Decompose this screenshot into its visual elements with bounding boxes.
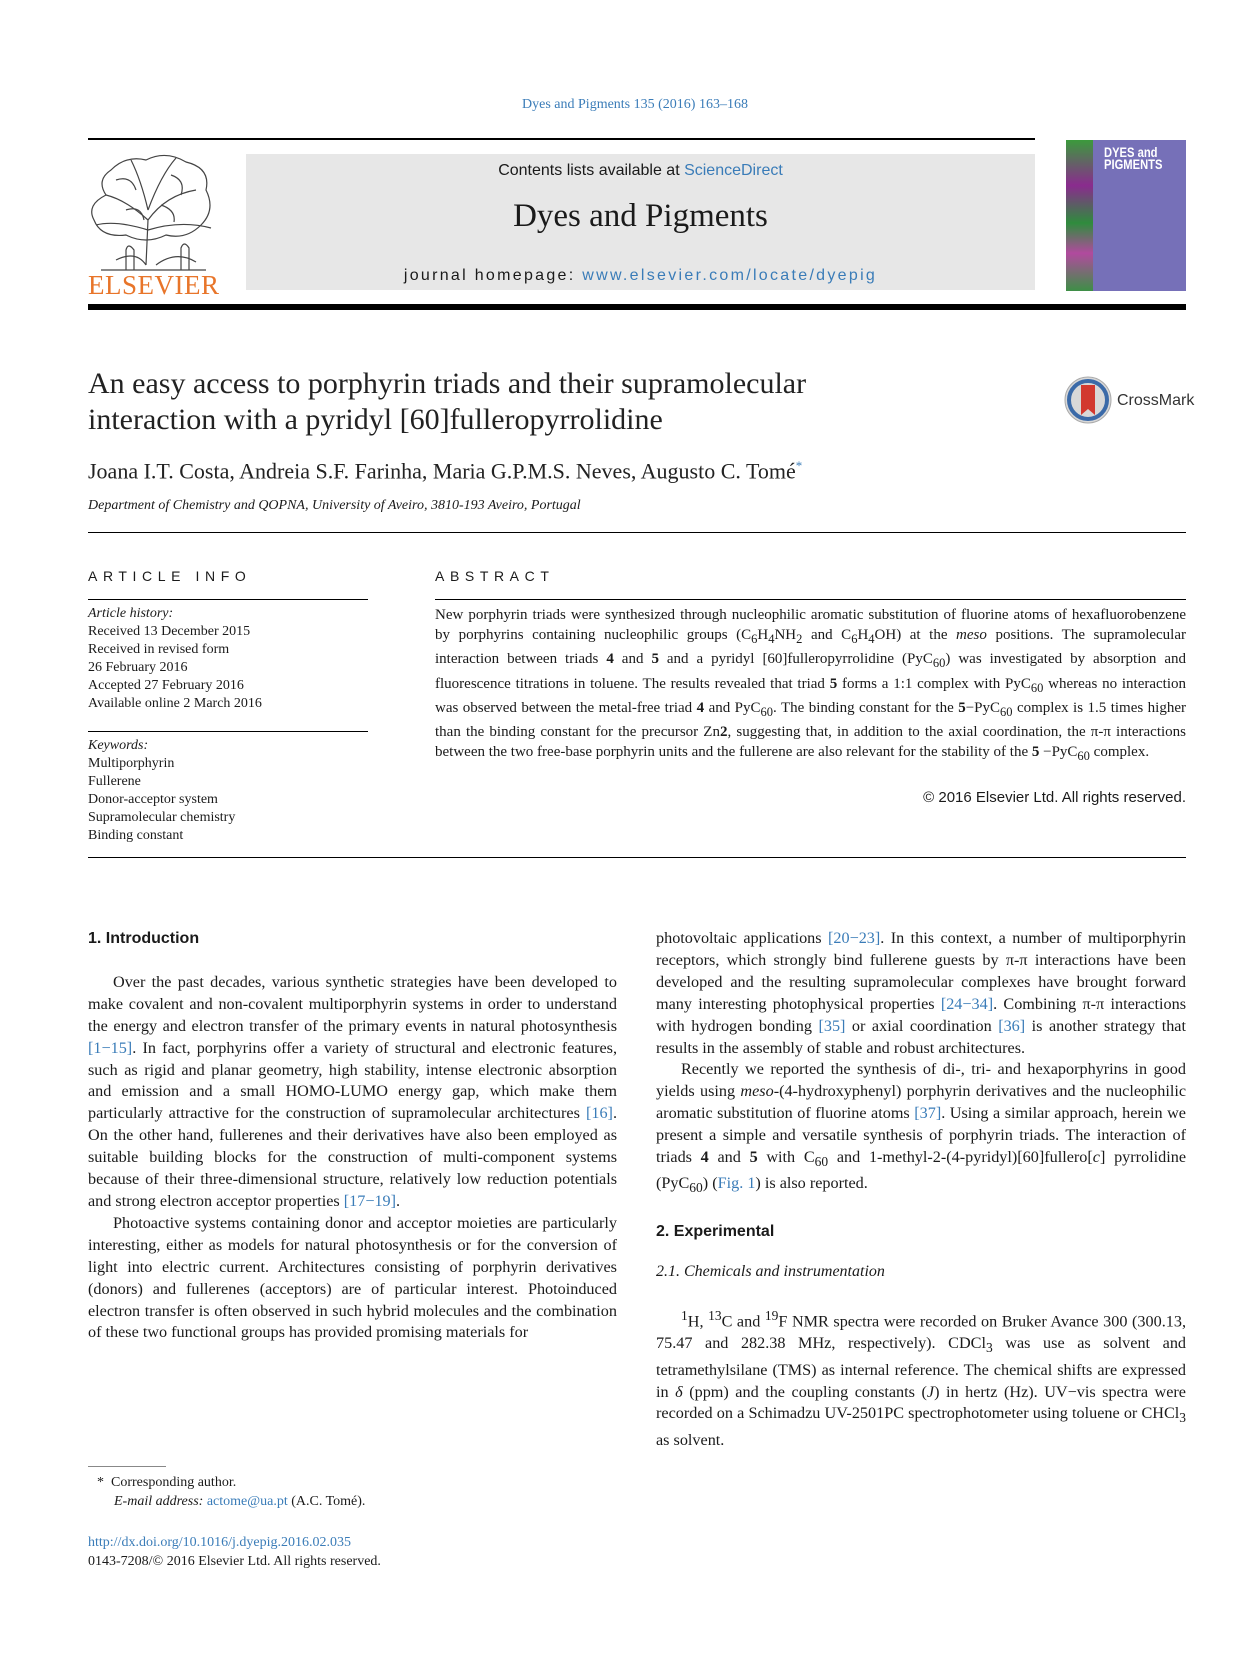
journal-banner: [246, 154, 1035, 290]
journal-name: Dyes and Pigments: [513, 198, 768, 234]
doi-link[interactable]: [88, 1533, 351, 1552]
corresponding-author-note: [97, 1473, 236, 1492]
keyword-item: Supramolecular chemistry: [88, 810, 236, 825]
keywords-label: Keywords:: [88, 738, 149, 753]
author-list: [88, 458, 802, 484]
article-info-heading: ARTICLE INFO: [88, 568, 252, 584]
ref-link[interactable]: [24−34]: [940, 994, 994, 1013]
title-line-2: interaction with a pyridyl [60]fulleropyrrolidine: [88, 403, 663, 436]
history-item: Received in revised form: [88, 642, 230, 657]
crossmark-icon: [1063, 375, 1113, 425]
email-suffix: (A.C. Tomé).: [287, 1494, 366, 1509]
right-column: [656, 928, 1186, 1451]
intro-paragraph-2: Photoactive systems containing donor and acceptor moieties are particularly interesting, either as models for natural photosynthesis or for the conversion of light into electric current. Architectures consisting of porphyrin derivatives (donors) and fullerenes (acceptors) are of particular interest. Photoinduced electron transfer is often observed in such hybrid molecules and the combination of these two functional groups has provided promising materials for: [88, 1213, 617, 1342]
homepage-link[interactable]: www.elsevier.com/locate/dyepig: [582, 267, 878, 284]
keywords-rule: [88, 731, 368, 732]
abstract-text: New porphyrin triads were synthesized through nucleophilic aromatic substitution of fluorine atoms of hexafluorobenzene by porphyrins containing nucleophilic groups ($C_6H_4NH_2$ and $C_6H_4OH$) at the meso positions. The supramolecular interaction between triads 4 and 5 and a pyridyl [60]fulleropyrrolidine (PyC$_{60}$) was investigated by absorption and fluorescence titrations in toluene. The results revealed that triad 5 forms a 1:1 complex with PyC$_{60}$ whereas no interaction was observed between the metal-free triad 4 and PyC$_{60}$. The binding constant for the 5−PyC$_{60}$ complex is 1.5 times higher than the binding constant for the precursor Zn2, suggesting that, in addition to the axial coordination, the π-π interactions between the two free-base porphyrin units and the fullerene are also relevant for the stability of the 5 −PyC$_{60}$ complex.: [435, 607, 1187, 764]
email-label: E-mail address:: [114, 1494, 207, 1509]
keywords: [88, 737, 235, 845]
history-item: Accepted 27 February 2016: [88, 678, 244, 693]
footnote-text: Corresponding author.: [111, 1475, 237, 1490]
publisher-logo-text: ELSEVIER: [88, 270, 220, 300]
keyword-item: Donor-acceptor system: [88, 792, 218, 807]
left-column: [88, 928, 617, 1344]
keyword-item: Fullerene: [88, 774, 141, 789]
history-item: 26 February 2016: [88, 660, 188, 675]
homepage-prefix: journal homepage:: [403, 267, 583, 284]
header-thick-rule: [88, 304, 1186, 310]
email-link[interactable]: actome@ua.pt: [206, 1494, 288, 1509]
intro-paragraph-3: Recently we reported the synthesis of di-, tri- and hexaporphyrins in good yields using meso-(4-hydroxyphenyl) porphyrin derivatives and the nucleophilic aromatic substitution of fluorine atoms [37]. Using a similar approach, herein we present a simple and versatile synthesis of porphyrin triads. The interaction of triads 4 and 5 with $C_{60}$ and 1-methyl-2-(4-pyridyl)[60]fullero[c] pyrrolidine (PyC$_{60}$) (Fig. 1) is also reported.: [656, 1060, 1187, 1196]
corresponding-author-mark[interactable]: *: [795, 458, 803, 473]
history-label: Article history:: [88, 606, 174, 621]
section-2-title: 2. Experimental: [656, 1223, 775, 1241]
contents-prefix: Contents lists available at: [498, 162, 685, 179]
section-1-title: 1. Introduction: [88, 930, 200, 947]
article-history: [88, 605, 262, 713]
history-item: Available online 2 March 2016: [88, 696, 262, 711]
affiliation: Department of Chemistry and QOPNA, University of Aveiro, 3810-193 Aveiro, Portugal: [88, 498, 581, 513]
cover-title: DYES and PIGMENTS: [1104, 144, 1163, 172]
ref-link[interactable]: [36]: [998, 1016, 1026, 1035]
ref-link[interactable]: [20−23]: [828, 929, 881, 947]
journal-cover-image: [1066, 140, 1186, 291]
keyword-item: Binding constant: [88, 828, 184, 843]
journal-citation[interactable]: Dyes and Pigments 135 (2016) 163–168: [522, 97, 748, 112]
article-info-rule: [88, 599, 368, 600]
homepage-line: [246, 267, 1035, 285]
abstract-copyright: © 2016 Elsevier Ltd. All rights reserved.: [923, 789, 1186, 806]
figure-link[interactable]: Fig. 1: [717, 1174, 756, 1193]
history-item: Received 13 December 2015: [88, 624, 251, 639]
ref-link[interactable]: [37]: [914, 1104, 942, 1123]
keyword-item: Multiporphyrin: [88, 756, 175, 771]
affiliation-rule: [88, 532, 1186, 533]
article-title: [88, 366, 988, 438]
footnote-mark: *: [97, 1475, 104, 1490]
experimental-paragraph-1: $^1$H, $^{13}$C and $^{19}$F NMR spectra were recorded on Bruker Avance 300 (300.13, 75.47 and 282.38 MHz, respectively). CDCl$_3$ was use as solvent and tetramethylsilane (TMS) as internal reference. The chemical shifts are expressed in δ (ppm) and the coupling constants (J) in hertz (Hz). UV−vis spectra were recorded on a Schimadzu UV-2501PC spectrophotometer using toluene or CHCl$_3$ as solvent.: [656, 1308, 1187, 1449]
section-2-1-title: 2.1. Chemicals and instrumentation: [656, 1263, 885, 1281]
authors-text: Joana I.T. Costa, Andreia S.F. Farinha, Maria G.P.M.S. Neves, Augusto C. Tomé: [88, 458, 796, 484]
ref-link[interactable]: [1−15]: [88, 1038, 133, 1057]
crossmark-button[interactable]: [1063, 375, 1195, 425]
doi-url[interactable]: http://dx.doi.org/10.1016/j.dyepig.2016.02.035: [88, 1535, 352, 1550]
ref-link[interactable]: [35]: [818, 1016, 846, 1035]
abstract-end-rule: [88, 857, 1186, 858]
footnote-rule: [88, 1466, 166, 1467]
ref-link[interactable]: [17−19]: [343, 1191, 397, 1210]
issn-line: 0143-7208/© 2016 Elsevier Ltd. All rights reserved.: [88, 1554, 381, 1569]
title-line-1: An easy access to porphyrin triads and their supramolecular: [88, 367, 807, 400]
header-rule: [88, 138, 1035, 140]
cover-pattern: [1066, 140, 1093, 291]
sciencedirect-link[interactable]: ScienceDirect: [684, 162, 783, 179]
contents-line: [246, 162, 1035, 180]
ref-link[interactable]: [16]: [585, 1104, 613, 1123]
intro-paragraph-2-cont: photovoltaic applications [20−23]. In this context, a number of multiporphyrin receptors, which strongly bind fullerene guests by π-π interactions have been developed and the resulting supramolecular complexes have brought forward many interesting photophysical properties [24−34]. Combining π-π interactions with hydrogen bonding [35] or axial coordination [36] is another strategy that results in the assembly of stable and robust architectures.: [656, 929, 1187, 1057]
abstract-rule: [435, 599, 1186, 600]
email-note: [114, 1492, 365, 1511]
crossmark-label: CrossMark: [1117, 392, 1195, 409]
abstract-heading: ABSTRACT: [435, 568, 555, 584]
intro-paragraph-1: Over the past decades, various synthetic strategies have been developed to make covalent and non-covalent multiporphyrin systems in order to understand the energy and electron transfer of the primary events in natural photosynthesis [1−15]. In fact, porphyrins offer a variety of structural and electronic features, such as rigid and planar geometry, high stability, intense electronic absorption and emission and a small HOMO-LUMO energy gap, which make them particularly attractive for the construction of supramolecular architectures [16]. On the other hand, fullerenes and their derivatives have also been employed as suitable building blocks for the construction of multi-component systems because of their three-dimensional structure, relatively low reduction potentials and strong electron acceptor properties [17−19].: [88, 972, 617, 1210]
